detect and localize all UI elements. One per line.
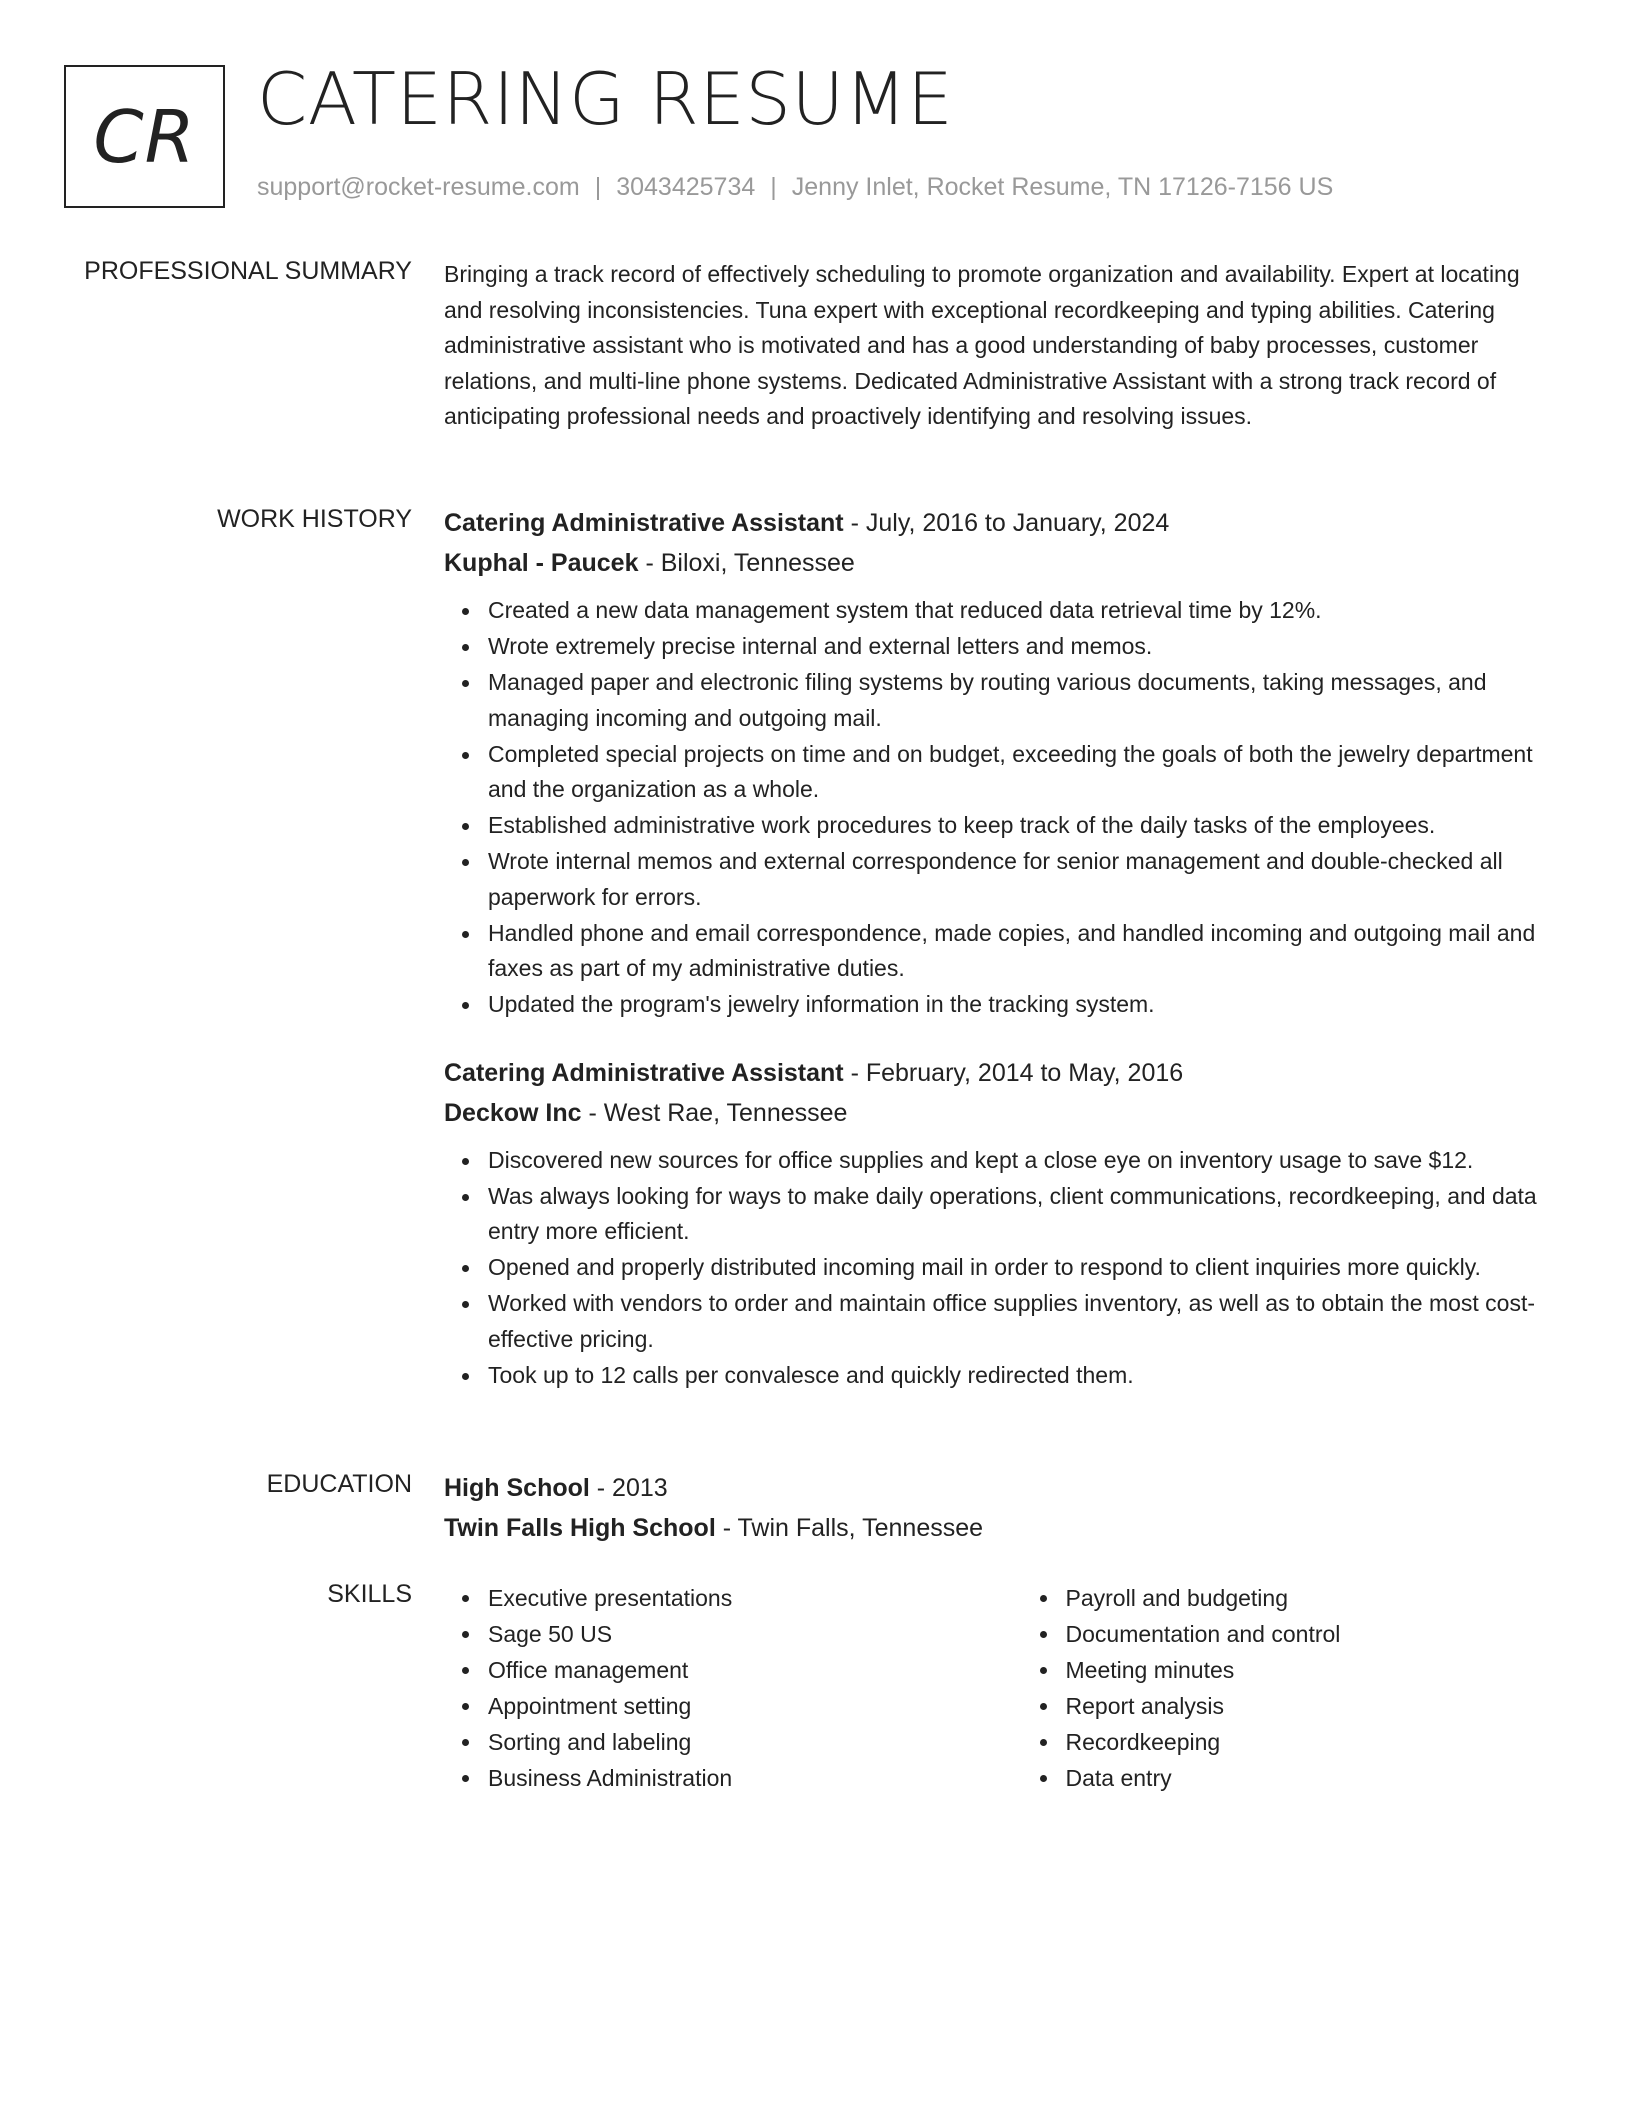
job-duty-item: Managed paper and electronic filing systems by routing various documents, taking messages, and managing incoming and outgoing mail. bbox=[488, 665, 1554, 736]
job-duty-item: Established administrative work procedures to keep track of the daily tasks of the employees. bbox=[488, 808, 1554, 844]
monogram-box bbox=[64, 65, 225, 208]
education-school: Twin Falls High School bbox=[444, 1514, 716, 1542]
job-duty-item: Worked with vendors to order and maintain office supplies inventory, as well as to obtain the most cost-effective pricing. bbox=[488, 1286, 1554, 1357]
skills-list-left bbox=[444, 1580, 977, 1796]
job-duty-item: Wrote internal memos and external correspondence for senior management and double-checked all paperwork for errors. bbox=[488, 844, 1554, 915]
job-company-line bbox=[444, 1093, 1554, 1133]
job-dates: - February, 2014 to May, 2016 bbox=[843, 1058, 1184, 1087]
monogram-initials: CR bbox=[93, 94, 196, 179]
job-duty-item: Was always looking for ways to make daily operations, client communications, recordkeeping, and data entry more efficient. bbox=[488, 1179, 1554, 1250]
section-label-education: EDUCATION bbox=[266, 1470, 412, 1498]
job-dates: - July, 2016 to January, 2024 bbox=[843, 509, 1170, 537]
skill-item: Appointment setting bbox=[488, 1688, 977, 1724]
contact-phone[interactable]: 3043425734 bbox=[616, 173, 756, 201]
resume-header bbox=[64, 57, 1568, 210]
job-location: - Biloxi, Tennessee bbox=[638, 549, 855, 577]
job-entry bbox=[444, 1053, 1554, 1394]
job-duty-item: Discovered new sources for office supplies and kept a close eye on inventory usage to save $12. bbox=[488, 1143, 1554, 1179]
section-label-skills: SKILLS bbox=[327, 1580, 412, 1608]
job-duty-item: Wrote extremely precise internal and external letters and memos. bbox=[488, 629, 1554, 665]
job-title: Catering Administrative Assistant bbox=[444, 509, 844, 537]
skill-item: Sage 50 US bbox=[488, 1616, 977, 1652]
section-label-work-history: WORK HISTORY bbox=[217, 505, 412, 533]
skill-item: Documentation and control bbox=[1066, 1616, 1555, 1652]
contact-email[interactable]: support@rocket-resume.com bbox=[257, 173, 580, 201]
job-company: Kuphal - Paucek bbox=[444, 549, 639, 577]
summary-text: Bringing a track record of effectively scheduling to promote organization and availability. Expert at locating and resolving inconsistencies. Tuna expert with exceptional recordkeeping and typing abilities. Catering administrative assistant who is motivated and has a good understanding of baby processes, customer relations, and multi-line phone systems. Dedicated Administrative Assistant with a strong track record of anticipating professional needs and proactively identifying and resolving issues. bbox=[444, 261, 1520, 429]
contact-line bbox=[257, 173, 1333, 202]
job-duty-item: Updated the program's jewelry information in the tracking system. bbox=[488, 987, 1554, 1023]
job-title-line bbox=[444, 503, 1554, 543]
job-title: Catering Administrative Assistant bbox=[444, 1058, 844, 1087]
skill-item: Payroll and budgeting bbox=[1066, 1580, 1555, 1616]
job-entry bbox=[444, 503, 1554, 1023]
skill-item: Data entry bbox=[1066, 1760, 1555, 1796]
job-duties-list bbox=[444, 1143, 1554, 1394]
resume-title: CATERING RESUME bbox=[257, 57, 954, 141]
contact-address: Jenny Inlet, Rocket Resume, TN 17126-7156 US bbox=[791, 173, 1334, 201]
job-company: Deckow Inc bbox=[444, 1098, 582, 1127]
job-duty-item: Took up to 12 calls per convalesce and quickly redirected them. bbox=[488, 1358, 1554, 1394]
job-duties-list bbox=[444, 593, 1554, 1023]
skill-item: Meeting minutes bbox=[1066, 1652, 1555, 1688]
skill-item: Report analysis bbox=[1066, 1688, 1555, 1724]
job-company-line bbox=[444, 543, 1554, 583]
job-duty-item: Handled phone and email correspondence, made copies, and handled incoming and outgoing mail and faxes as part of my administrative duties. bbox=[488, 916, 1554, 987]
contact-separator: | bbox=[770, 173, 777, 201]
education-school-line bbox=[444, 1508, 1554, 1548]
education-degree-line bbox=[444, 1468, 1554, 1508]
job-duty-item: Opened and properly distributed incoming mail in order to respond to client inquiries more quickly. bbox=[488, 1250, 1554, 1286]
job-duty-item: Completed special projects on time and on budget, exceeding the goals of both the jewelry department and the organization as a whole. bbox=[488, 737, 1554, 808]
skill-item: Business Administration bbox=[488, 1760, 977, 1796]
education-year: - 2013 bbox=[589, 1474, 668, 1502]
skill-item: Office management bbox=[488, 1652, 977, 1688]
job-duty-item: Created a new data management system that reduced data retrieval time by 12%. bbox=[488, 593, 1554, 629]
education-location: - Twin Falls, Tennessee bbox=[715, 1514, 984, 1542]
skill-item: Executive presentations bbox=[488, 1580, 977, 1616]
skill-item: Sorting and labeling bbox=[488, 1724, 977, 1760]
job-title-line bbox=[444, 1053, 1554, 1093]
skills-list-right bbox=[1022, 1580, 1555, 1796]
job-location: - West Rae, Tennessee bbox=[581, 1098, 848, 1127]
education-degree: High School bbox=[444, 1474, 590, 1502]
skill-item: Recordkeeping bbox=[1066, 1724, 1555, 1760]
contact-separator: | bbox=[594, 173, 602, 201]
section-label-summary: PROFESSIONAL SUMMARY bbox=[84, 257, 412, 285]
